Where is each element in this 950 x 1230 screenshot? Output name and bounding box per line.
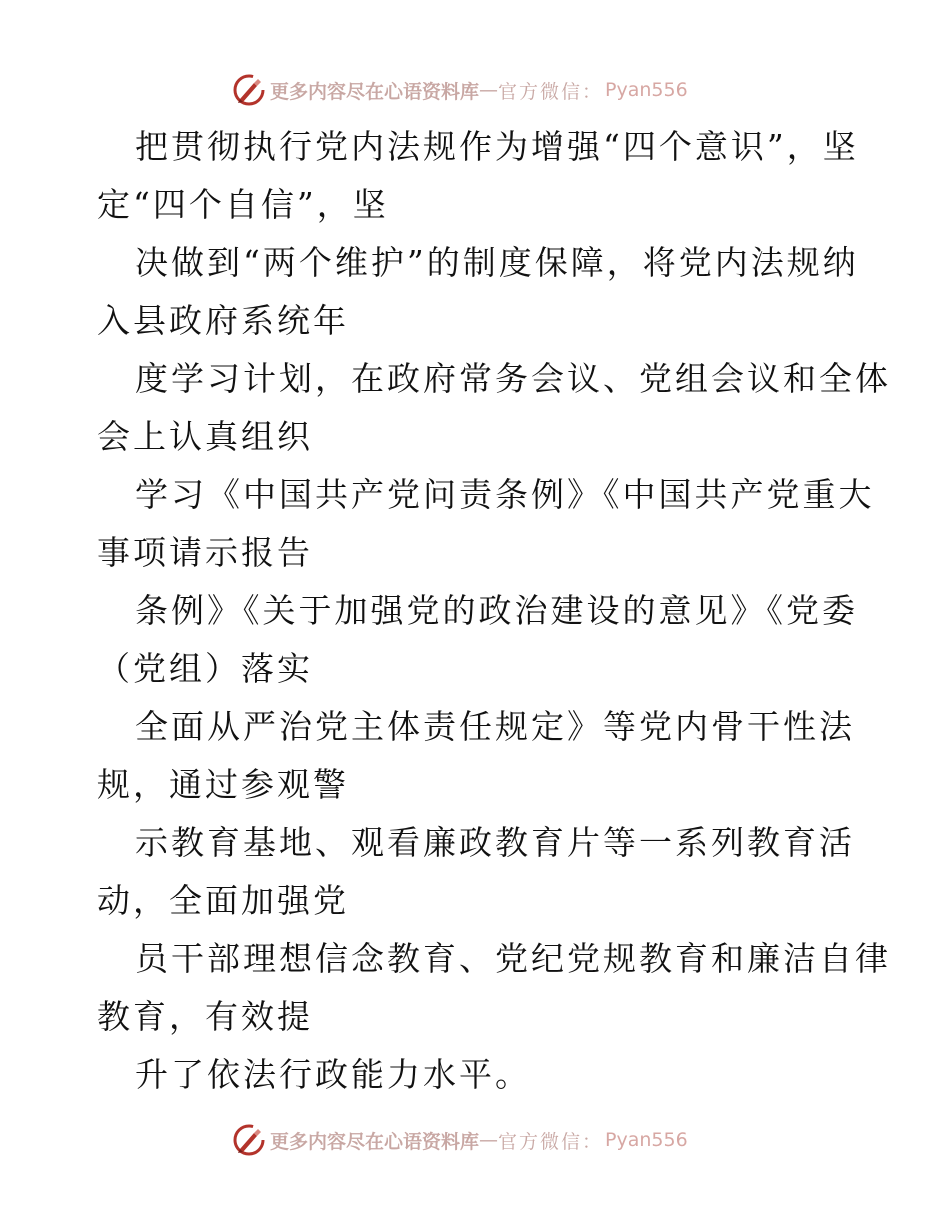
body-line: 入县政府系统年 [97, 301, 349, 340]
body-line: （党组）落实 [97, 649, 313, 688]
body-line: 全面从严治党主体责任规定》等党内骨干性法 [135, 707, 855, 746]
body-line: 升了依法行政能力水平。 [135, 1055, 531, 1094]
body-line: 条例》《关于加强党的政治建设的意见》《党委 [135, 591, 858, 630]
body-line: 把贯彻执行党内法规作为增强“四个意识”，坚 [135, 127, 859, 166]
watermark-wechat-label: 官方微信： [498, 1130, 604, 1153]
body-line: 度学习计划，在政府常务会议、党组会议和全体 [135, 359, 891, 398]
body-line: 事项请示报告 [97, 533, 313, 572]
watermark-wechat-label: 官方微信： [498, 80, 604, 103]
watermark-main-text: 更多内容尽在心语资料库 [270, 1130, 480, 1153]
watermark-main-text: 更多内容尽在心语资料库 [270, 80, 480, 103]
body-line: 动，全面加强党 [97, 881, 349, 920]
body-line: 示教育基地、观看廉政教育片等一系列教育活 [135, 823, 855, 862]
pen-logo-icon [232, 73, 266, 107]
footer-watermark [232, 1122, 688, 1158]
document-body [97, 118, 891, 1104]
pen-logo-icon [232, 1123, 266, 1157]
header-watermark [232, 72, 688, 108]
watermark-dash: — [479, 1129, 499, 1151]
body-line: 决做到“两个维护”的制度保障，将党内法规纳 [135, 243, 859, 282]
body-line: 学习《中国共产党问责条例》《中国共产党重大 [135, 475, 875, 514]
body-line: 定“四个自信”，坚 [97, 185, 389, 224]
watermark-wechat-id: Pyan556 [605, 1129, 688, 1151]
body-line: 员干部理想信念教育、党纪党规教育和廉洁自律 [135, 939, 891, 978]
body-line: 教育，有效提 [97, 997, 313, 1036]
body-line: 会上认真组织 [97, 417, 313, 456]
watermark-wechat-id: Pyan556 [605, 79, 688, 101]
body-line: 规，通过参观警 [97, 765, 349, 804]
watermark-dash: — [479, 79, 499, 101]
